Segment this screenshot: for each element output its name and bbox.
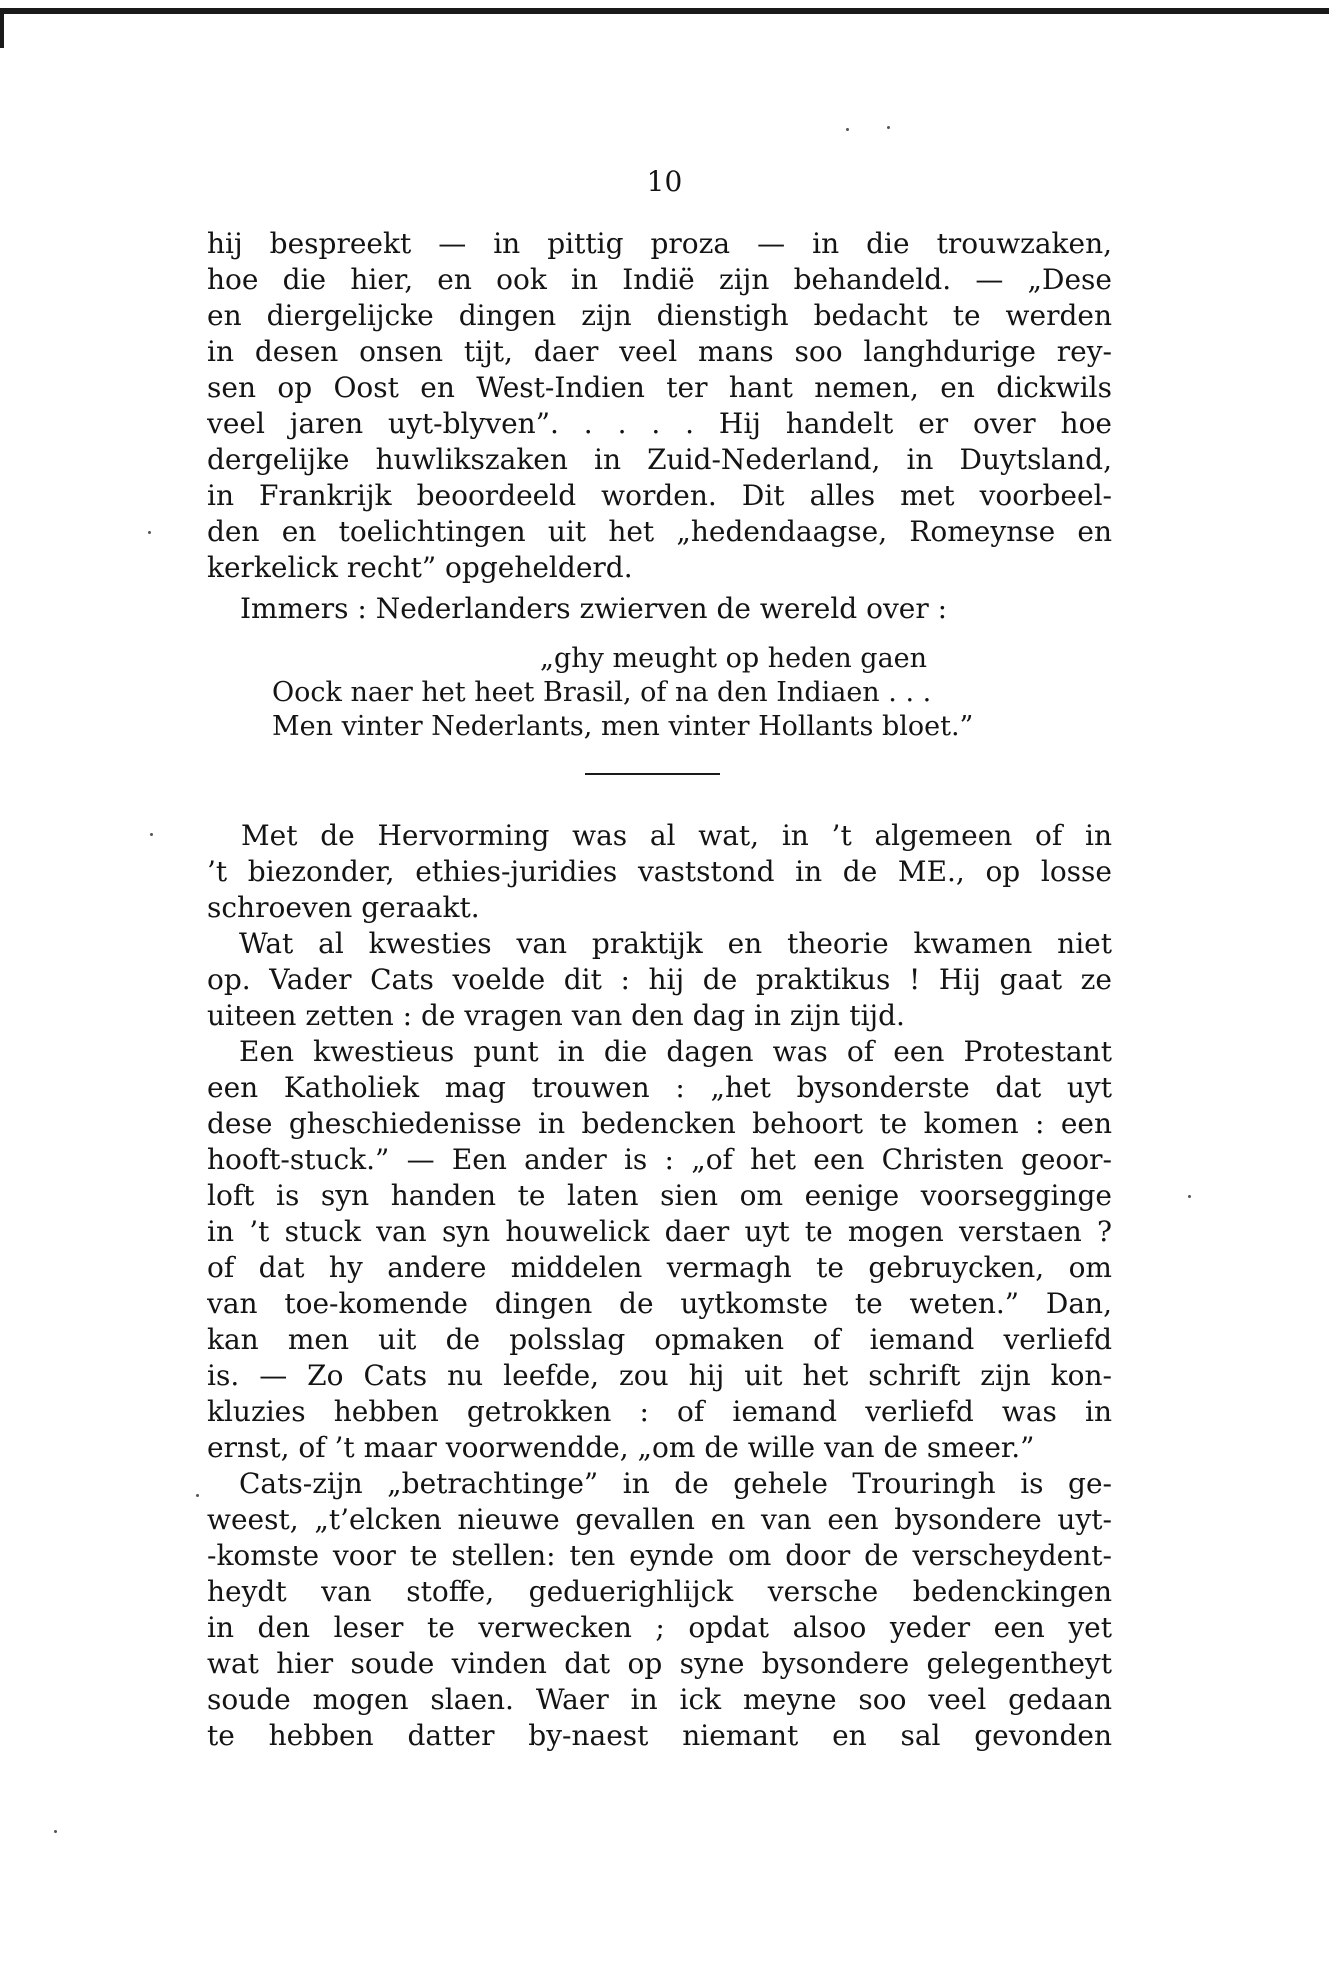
text-line: kerkelick recht” opgehelderd. [207,551,633,584]
section-separator [585,773,720,775]
text-line: in Frankrijk beoordeeld worden. Dit alles met voorbeel- [207,479,1112,512]
scan-speck [887,126,890,129]
text-line: hooft-stuck.” — Een ander is : „of het een Christen geoor- [207,1143,1112,1176]
text-line: weest, „t’elcken nieuwe gevallen en van een bysondere uyt- [207,1503,1112,1536]
scan-speck [846,128,849,131]
text-line: hoe die hier, en ook in Indië zijn behandeld. — „Dese [207,263,1112,296]
text-line: op. Vader Cats voelde dit : hij de praktikus ! Hij gaat ze [207,963,1112,996]
top-border-rule [0,8,1329,14]
text-line: -komste voor te stellen: ten eynde om door de verscheydent- [207,1539,1112,1572]
text-line: ernst, of ’t maar voorwendde, „om de wille van de smeer.” [207,1431,1035,1464]
text-line: en diergelijcke dingen zijn dienstigh bedacht te werden [207,299,1112,332]
left-border-rule [0,8,4,48]
scan-speck [196,1494,199,1497]
text-line: te hebben datter by-naest niemant en sal gevonden [207,1719,1112,1752]
text-line: loft is syn handen te laten sien om eenige voorsegginge [207,1179,1112,1212]
text-line: wat hier soude vinden dat op syne bysondere gelegentheyt [207,1647,1112,1680]
verse-line: „ghy meught op heden gaen [540,643,928,674]
paragraph-1 [207,226,1112,586]
text-line: Met de Hervorming was al wat, in ’t algemeen of in [241,819,1112,852]
text-line: Cats-zijn „betrachtinge” in de gehele Trouringh is ge- [239,1467,1112,1500]
verse-line: Men vinter Nederlants, men vinter Hollants bloet.” [272,711,974,742]
body-text [207,818,1112,1754]
scan-speck [148,531,151,534]
text-line: of dat hy andere middelen vermagh te gebruycken, om [207,1251,1112,1284]
immers-line: Immers : Nederlanders zwierven de wereld over : [240,592,948,625]
text-line: kan men uit de polsslag opmaken of iemand verliefd [207,1323,1112,1356]
text-line: ’t biezonder, ethies-juridies vaststond in de ME., op losse [207,855,1112,888]
text-line: dergelijke huwlikszaken in Zuid-Nederland, in Duytsland, [207,443,1112,476]
text-line: schroeven geraakt. [207,891,480,924]
text-line: sen op Oost en West-Indien ter hant nemen, en dickwils [207,371,1112,404]
page-number: 10 [646,165,683,198]
text-line: van toe-komende dingen de uytkomste te weten.” Dan, [207,1287,1112,1320]
scan-speck [1188,1195,1191,1198]
text-line: hij bespreekt — in pittig proza — in die trouwzaken, [207,227,1112,260]
text-line: soude mogen slaen. Waer in ick meyne soo veel gedaan [207,1683,1112,1716]
text-line: in ’t stuck van syn houwelick daer uyt te mogen verstaen ? [207,1215,1112,1248]
text-line: kluzies hebben getrokken : of iemand verliefd was in [207,1395,1112,1428]
text-line: in desen onsen tijt, daer veel mans soo langhdurige rey- [207,335,1112,368]
text-line: uiteen zetten : de vragen van den dag in zijn tijd. [207,999,905,1032]
text-line: Wat al kwesties van praktijk en theorie kwamen niet [239,927,1112,960]
text-line: Een kwestieus punt in die dagen was of een Protestant [239,1035,1112,1068]
text-line: heydt van stoffe, geduerighlijck versche bedenckingen [207,1575,1112,1608]
scan-speck [150,833,153,836]
scan-speck [54,1830,57,1833]
verse-line: Oock naer het heet Brasil, of na den Indiaen . . . [272,677,932,708]
text-line: dese gheschiedenisse in bedencken behoort te komen : een [207,1107,1112,1140]
text-line: een Katholiek mag trouwen : „het bysonderste dat uyt [207,1071,1112,1104]
text-line: den en toelichtingen uit het „hedendaagse, Romeynse en [207,515,1112,548]
text-line: is. — Zo Cats nu leefde, zou hij uit het schrift zijn kon- [207,1359,1112,1392]
text-line: in den leser te verwecken ; opdat alsoo yeder een yet [207,1611,1112,1644]
text-line: veel jaren uyt-blyven”. . . . . Hij handelt er over hoe [207,407,1112,440]
